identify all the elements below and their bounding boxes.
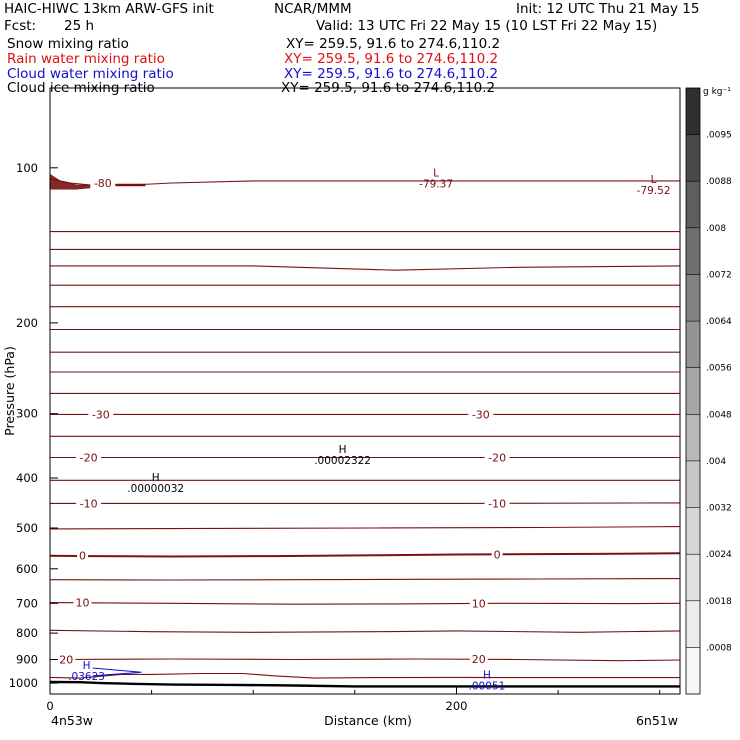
- colorbar-swatch: [686, 508, 700, 555]
- colorbar-label: .0018: [706, 596, 732, 607]
- field-xy-snow: XY= 259.5, 91.6 to 274.6,110.2: [286, 36, 501, 52]
- field-name-cloud-water: Cloud water mixing ratio: [7, 66, 174, 82]
- colorbar-label: .0048: [706, 410, 732, 421]
- field-xy-cloud-ice: XY= 259.5, 91.6 to 274.6,110.2: [281, 80, 496, 96]
- y-tick-label: 800: [16, 626, 38, 641]
- colorbar-swatch: [686, 88, 700, 135]
- x-tick-label: 0: [46, 699, 54, 713]
- colorbar-swatch: [686, 368, 700, 415]
- colorbar-label: .0032: [706, 503, 732, 514]
- colorbar-swatch: [686, 135, 700, 182]
- y-tick-label: 400: [16, 471, 38, 485]
- contour-label: 0: [79, 549, 86, 563]
- field-name-cloud-ice: Cloud ice mixing ratio: [7, 80, 155, 96]
- y-tick-label: 500: [16, 521, 38, 535]
- colorbar-swatch: [686, 181, 700, 228]
- field-xy-rain: XY= 259.5, 91.6 to 274.6,110.2: [284, 51, 499, 67]
- isotherm-line: [50, 503, 680, 504]
- extremum-value: -79.37: [419, 178, 454, 191]
- extremum-value: -79.52: [636, 185, 671, 197]
- colorbar-label: .0056: [706, 363, 732, 374]
- isotherm-line: [50, 266, 680, 270]
- x-tick-label: 200: [445, 699, 468, 713]
- colorbar-unit: g kg⁻¹: [703, 87, 731, 97]
- chart-marks: [9, 88, 732, 713]
- colorbar-swatch: [686, 414, 700, 461]
- model-title: HAIC-HIWC 13km ARW-GFS init: [4, 1, 214, 17]
- y-tick-label: 300: [16, 406, 38, 421]
- colorbar-label: .0072: [706, 270, 732, 281]
- extremum-marker: L: [433, 167, 440, 180]
- contour-label: 0: [493, 548, 501, 562]
- colorbar-label: .0064: [706, 317, 732, 328]
- isotherm-line: [50, 659, 680, 661]
- y-tick-label: 900: [16, 652, 38, 667]
- extremum-marker: H: [82, 660, 91, 673]
- colorbar-label: .004: [706, 456, 727, 467]
- extremum-value: .00051: [468, 680, 506, 693]
- valid-time: Valid: 13 UTC Fri 22 May 15 (10 LST Fri 22 May 15): [316, 18, 658, 34]
- colorbar-label: .0008: [706, 643, 732, 654]
- colorbar-label: .0088: [706, 177, 732, 188]
- init-time: Init: 12 UTC Thu 21 May 15: [516, 1, 700, 17]
- y-tick-label: 200: [16, 315, 38, 330]
- contour-label: 20: [59, 653, 74, 667]
- extremum-marker: L: [650, 174, 657, 186]
- contour-label: 20: [471, 653, 486, 666]
- colorbar-swatch: [686, 321, 700, 368]
- contour-label: -20: [488, 451, 507, 465]
- extremum-value: .00002322: [314, 455, 371, 468]
- colorbar-label: .0095: [706, 130, 732, 141]
- isotherm-line: [50, 579, 680, 580]
- y-axis-label: Pressure (hPa): [2, 346, 17, 436]
- colorbar-swatch: [686, 601, 700, 648]
- left-endpoint-label: 4n53w: [51, 713, 94, 728]
- right-endpoint-label: 6n51w: [635, 713, 678, 728]
- colorbar-swatch: [686, 274, 700, 321]
- contour-label: -30: [471, 408, 490, 422]
- colorbar-label: .0024: [706, 550, 732, 561]
- colorbar-swatch: [686, 228, 700, 275]
- isotherm-line: [50, 527, 680, 529]
- contour-label: -10: [79, 497, 98, 511]
- y-tick-label: 1000: [8, 676, 38, 691]
- fcst-label: Fcst:: [4, 18, 37, 34]
- contour-label: 10: [471, 597, 486, 611]
- isotherm-line: [50, 630, 680, 632]
- y-tick-label: 600: [16, 561, 38, 576]
- field-name-snow: Snow mixing ratio: [7, 36, 129, 52]
- extremum-marker: H: [482, 669, 491, 682]
- isotherm-line: [50, 603, 680, 605]
- y-tick-label: 100: [16, 160, 38, 175]
- colorbar-swatch: [686, 461, 700, 508]
- cold-region: [50, 174, 97, 189]
- field-name-rain: Rain water mixing ratio: [7, 51, 165, 67]
- extremum-marker: H: [151, 471, 160, 484]
- contour-label: 10: [75, 596, 90, 610]
- colorbar-swatch: [686, 647, 700, 694]
- colorbar-label: .008: [706, 223, 727, 234]
- isotherm-line: [50, 553, 680, 556]
- extremum-marker: H: [338, 444, 347, 457]
- org-label: NCAR/MMM: [274, 1, 352, 17]
- fcst-value: 25 h: [64, 18, 95, 34]
- y-tick-label: 700: [16, 596, 38, 611]
- terrain-line: [50, 682, 680, 686]
- isotherm-line: [50, 674, 680, 679]
- field-xy-cloud-water: XY= 259.5, 91.6 to 274.6,110.2: [284, 66, 499, 82]
- extremum-value: .03623: [68, 671, 105, 684]
- contour-label: -80: [93, 177, 112, 190]
- contour-label: -10: [488, 497, 507, 511]
- extremum-value: .00000032: [127, 482, 185, 495]
- contour-label: -30: [91, 408, 110, 422]
- colorbar-swatch: [686, 554, 700, 601]
- x-axis-label: Distance (km): [324, 713, 412, 728]
- contour-label: -20: [79, 451, 98, 465]
